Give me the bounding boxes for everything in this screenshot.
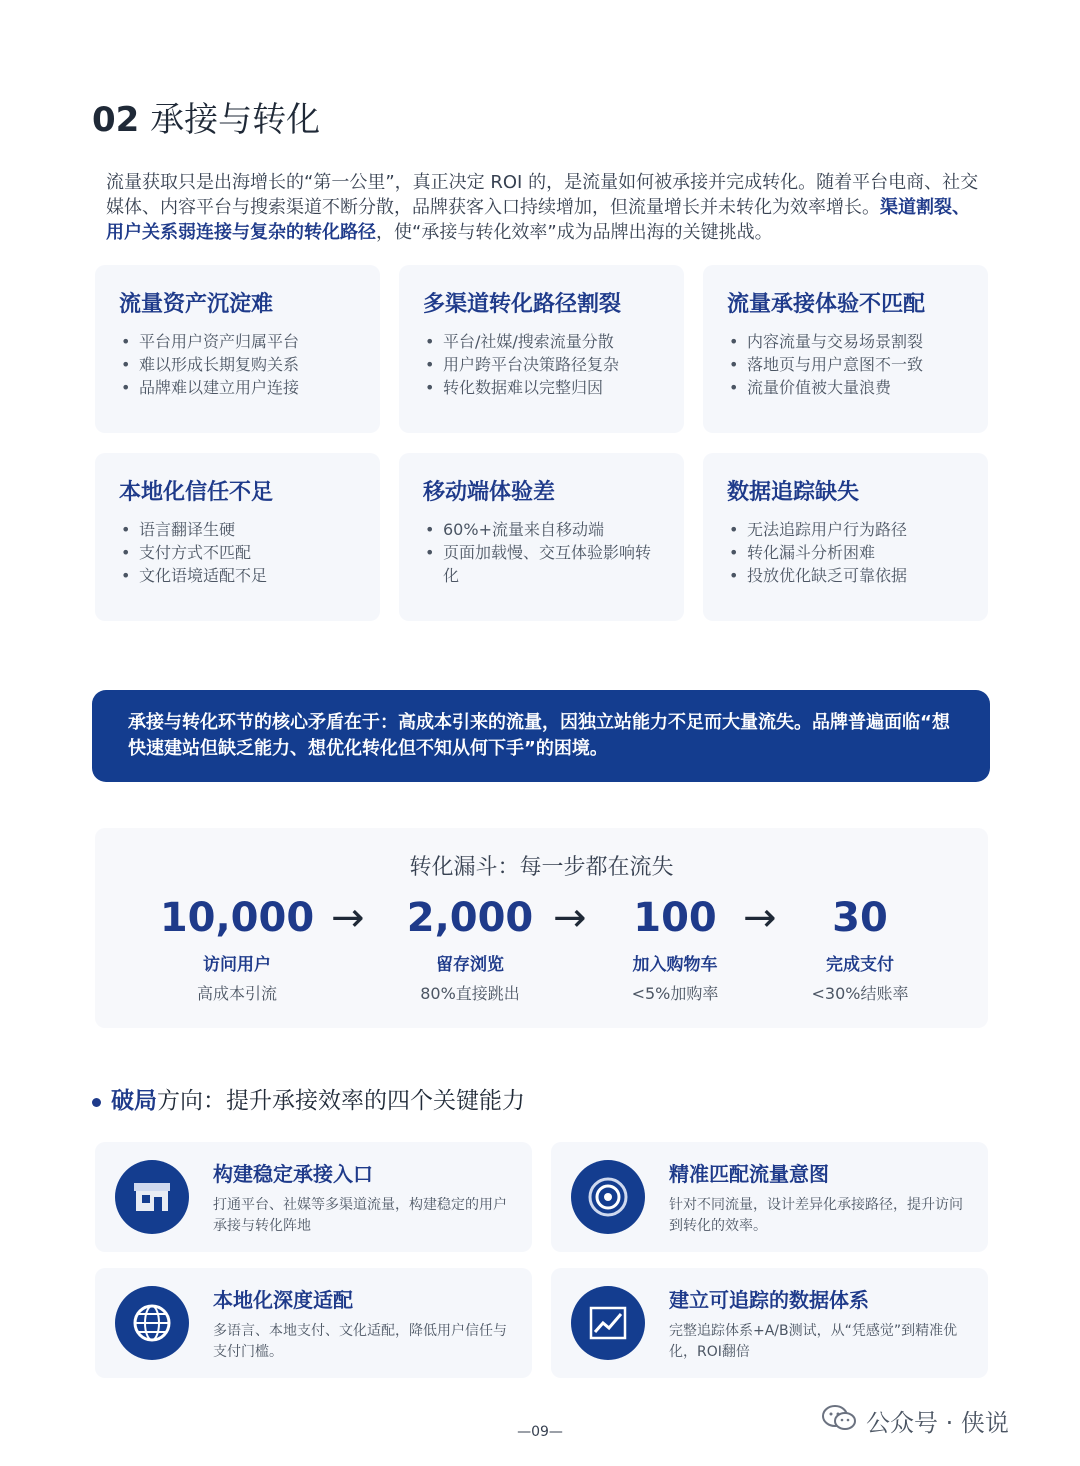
arrow-right-icon: →: [743, 895, 777, 941]
core-contradiction-banner: 承接与转化环节的核心矛盾在于：高成本引来的流量，因独立站能力不足而大量流失。品牌普遍面临“想快速建站但缺乏能力、想优化转化但不知从何下手”的困境。: [92, 690, 990, 782]
stage-value: 2,000: [406, 895, 534, 941]
card-title: 多渠道转化路径割裂: [423, 292, 622, 317]
list-item: • 转化数据难以完整归因: [423, 376, 660, 399]
capability-title: 本地化深度适配: [213, 1287, 353, 1312]
list-item: • 支付方式不匹配: [119, 541, 356, 564]
list-item: • 文化语境适配不足: [119, 564, 356, 587]
pain-point-grid: [95, 265, 988, 621]
card-list: [119, 518, 356, 587]
list-item: • 内容流量与交易场景割裂: [727, 330, 964, 353]
intro-highlight: 渠道割裂、用户关系弱连接与复杂的转化路径: [106, 197, 970, 243]
list-item: • 落地页与用户意图不一致: [727, 353, 964, 376]
card-list: [423, 330, 660, 399]
pain-point-card: [703, 453, 988, 621]
intro-paragraph: [106, 170, 982, 245]
capabilities-heading: [92, 1082, 525, 1115]
card-title: 本地化信任不足: [119, 480, 274, 505]
stage-label: 完成支付: [826, 955, 894, 975]
chart-icon: [571, 1286, 645, 1360]
target-icon: [571, 1160, 645, 1234]
section-title: 承接与转化: [150, 100, 321, 140]
page-number: —09—: [517, 1424, 563, 1440]
list-item: • 投放优化缺乏可靠依据: [727, 564, 964, 587]
list-item: • 难以形成长期复购关系: [119, 353, 356, 376]
stage-label: 加入购物车: [632, 955, 718, 975]
card-list: [423, 518, 660, 587]
card-title: 流量承接体验不匹配: [727, 292, 926, 317]
stage-label: 访问用户: [203, 955, 271, 975]
capability-desc: 多语言、本地支付、文化适配，降低用户信任与支付门槛。: [213, 1322, 507, 1360]
list-item: • 用户跨平台决策路径复杂: [423, 353, 660, 376]
stage-subtext: <30%结账率: [811, 984, 909, 1003]
capability-desc: 完整追踪体系+A/B测试，从“凭感觉”到精准优化，ROI翻倍: [669, 1322, 958, 1360]
conversion-funnel: [95, 828, 988, 1028]
account-name: 公众号 · 侠说: [866, 1409, 1009, 1437]
capability-desc: 针对不同流量，设计差异化承接路径，提升访问到转化的效率。: [669, 1196, 963, 1234]
pain-point-card: [95, 453, 380, 621]
stage-value: 100: [633, 895, 717, 941]
funnel-title: 转化漏斗：每一步都在流失: [409, 855, 674, 880]
pain-point-card: [399, 265, 684, 433]
section-number: 02: [92, 100, 140, 140]
stage-value: 30: [832, 895, 888, 941]
card-title: 流量资产沉淀难: [119, 292, 274, 317]
stage-subtext: <5%加购率: [631, 984, 719, 1003]
list-item: • 品牌难以建立用户连接: [119, 376, 356, 399]
funnel-stage: [380, 894, 560, 1004]
arrow-right-icon: →: [553, 895, 587, 941]
heading-rest: 方向：提升承接效率的四个关键能力: [157, 1088, 525, 1114]
funnel-stage: [147, 894, 327, 1004]
list-item: • 语言翻译生硬: [119, 518, 356, 541]
card-title: 移动端体验差: [423, 480, 556, 505]
list-item: • 流量价值被大量浪费: [727, 376, 964, 399]
capability-card: [95, 1142, 532, 1252]
capability-title: 建立可追踪的数据体系: [669, 1287, 869, 1312]
list-item: • 无法追踪用户行为路径: [727, 518, 964, 541]
capability-card: [551, 1142, 988, 1252]
capability-title: 构建稳定承接入口: [213, 1161, 373, 1186]
wechat-icon: [822, 1404, 856, 1438]
bullet-dot-icon: [92, 1098, 101, 1107]
stage-label: 留存浏览: [436, 955, 504, 975]
capability-desc: 打通平台、社媒等多渠道流量，构建稳定的用户承接与转化阵地: [213, 1196, 507, 1234]
page-title: [92, 92, 320, 141]
card-list: [727, 330, 964, 399]
card-title: 数据追踪缺失: [727, 480, 860, 505]
intro-text-2: ，使“承接与转化效率”成为品牌出海的关键挑战。: [376, 222, 773, 243]
wechat-account: [822, 1403, 1009, 1438]
list-item: • 60%+流量来自移动端: [423, 518, 660, 541]
capability-grid: [95, 1142, 988, 1378]
stage-subtext: 高成本引流: [196, 984, 277, 1003]
pain-point-card: [399, 453, 684, 621]
capability-title: 精准匹配流量意图: [669, 1161, 829, 1186]
store-icon: [115, 1160, 189, 1234]
pain-point-card: [703, 265, 988, 433]
capability-card: [95, 1268, 532, 1378]
heading-strong: 破局: [111, 1088, 157, 1114]
list-item: • 平台/社媒/搜索流量分散: [423, 330, 660, 353]
capability-card: [551, 1268, 988, 1378]
pain-point-card: [95, 265, 380, 433]
intro-text-1: 流量获取只是出海增长的“第一公里”，真正决定 ROI 的，是流量如何被承接并完成转化。随着平台电商、社交媒体、内容平台与搜索渠道不断分散，品牌获客入口持续增加，但流量增长并未转化为效率增长。: [106, 172, 979, 218]
list-item: • 页面加载慢、交互体验影响转化: [423, 541, 660, 587]
funnel-stage: [585, 894, 765, 1004]
card-list: [727, 518, 964, 587]
arrow-right-icon: →: [331, 895, 365, 941]
card-list: [119, 330, 356, 399]
funnel-stage: [770, 894, 950, 1004]
stage-value: 10,000: [159, 895, 315, 941]
stage-subtext: 80%直接跳出: [420, 984, 520, 1003]
globe-icon: [115, 1286, 189, 1360]
list-item: • 平台用户资产归属平台: [119, 330, 356, 353]
list-item: • 转化漏斗分析困难: [727, 541, 964, 564]
